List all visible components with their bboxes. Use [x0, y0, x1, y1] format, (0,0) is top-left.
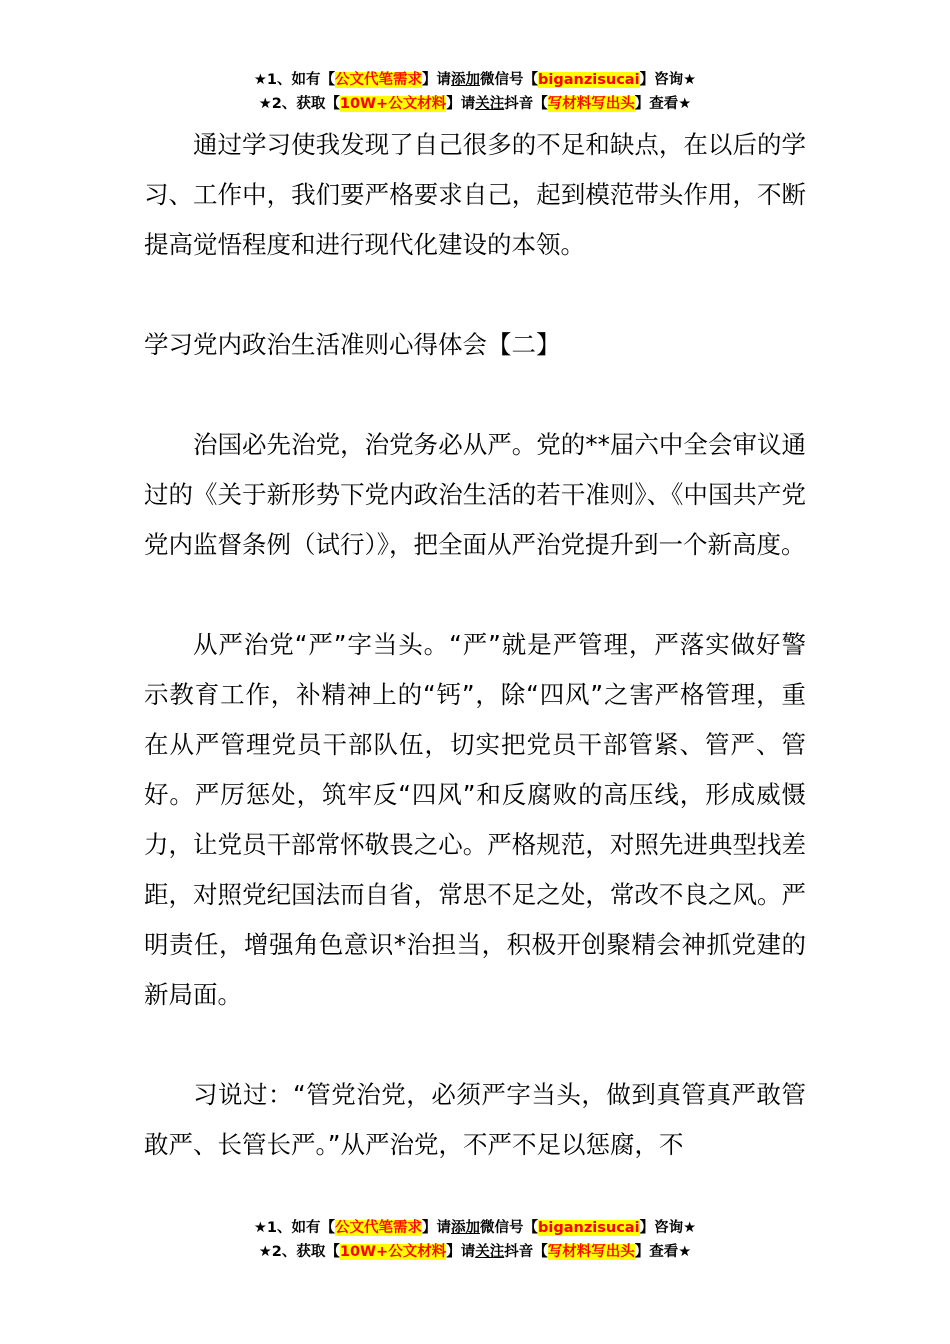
footer-banner	[0, 1216, 950, 1264]
paragraph-gap	[144, 270, 806, 320]
banner-line-2: ★2、获取【10W+公文材料】请关注抖音【写材料写出头】查看★	[258, 1244, 692, 1260]
highlight-wechat-id: biganzisucai	[538, 72, 640, 88]
document-body	[144, 120, 806, 1170]
highlight-wechat-id: biganzisucai	[538, 1220, 640, 1236]
highlight-materials: 10W+公文材料	[339, 96, 447, 112]
paragraph-1: 通过学习使我发现了自己很多的不足和缺点，在以后的学习、工作中，我们要严格要求自己，起到模范带头作用，不断提高觉悟程度和进行现代化建设的本领。	[144, 130, 806, 259]
highlight-materials: 10W+公文材料	[339, 1244, 447, 1260]
section-heading: 学习党内政治生活准则心得体会【二】	[144, 330, 561, 359]
highlight-service: 公文代笔需求	[335, 1220, 423, 1236]
paragraph-gap	[144, 370, 806, 420]
highlight-douyin: 写材料写出头	[547, 96, 635, 112]
paragraph-gap	[144, 1020, 806, 1070]
paragraph-4: 习说过：“管党治党，必须严字当头，做到真管真严敢管敢严、长管长严。”从严治党，不严不足以惩腐，不	[144, 1080, 806, 1159]
paragraph-gap	[144, 570, 806, 620]
header-banner	[0, 68, 950, 116]
banner-line-1: ★1、如有【公文代笔需求】请添加微信号【biganzisucai】咨询★	[253, 1220, 697, 1236]
banner-line-2: ★2、获取【10W+公文材料】请关注抖音【写材料写出头】查看★	[258, 96, 692, 112]
highlight-service: 公文代笔需求	[335, 72, 423, 88]
banner-line-1: ★1、如有【公文代笔需求】请添加微信号【biganzisucai】咨询★	[253, 72, 697, 88]
highlight-douyin: 写材料写出头	[547, 1244, 635, 1260]
paragraph-2: 治国必先治党，治党务必从严。党的**届六中全会审议通过的《关于新形势下党内政治生活的若干准则》、《中国共产党党内监督条例（试行）》，把全面从严治党提升到一个新高度。	[144, 430, 806, 559]
paragraph-3: 从严治党“严”字当头。“严”就是严管理，严落实做好警示教育工作，补精神上的“钙”，除“四风”之害严格管理，重在从严管理党员干部队伍，切实把党员干部管紧、管严、管好。严厉惩处，筑牢反“四风”和反腐败的高压线，形成威慑力，让党员干部常怀敬畏之心。严格规范，对照先进典型找差距，对照党纪国法而自省，常思不足之处，常改不良之风。严明责任，增强角色意识*治担当，积极开创聚精会神抓党建的新局面。	[144, 630, 806, 1009]
